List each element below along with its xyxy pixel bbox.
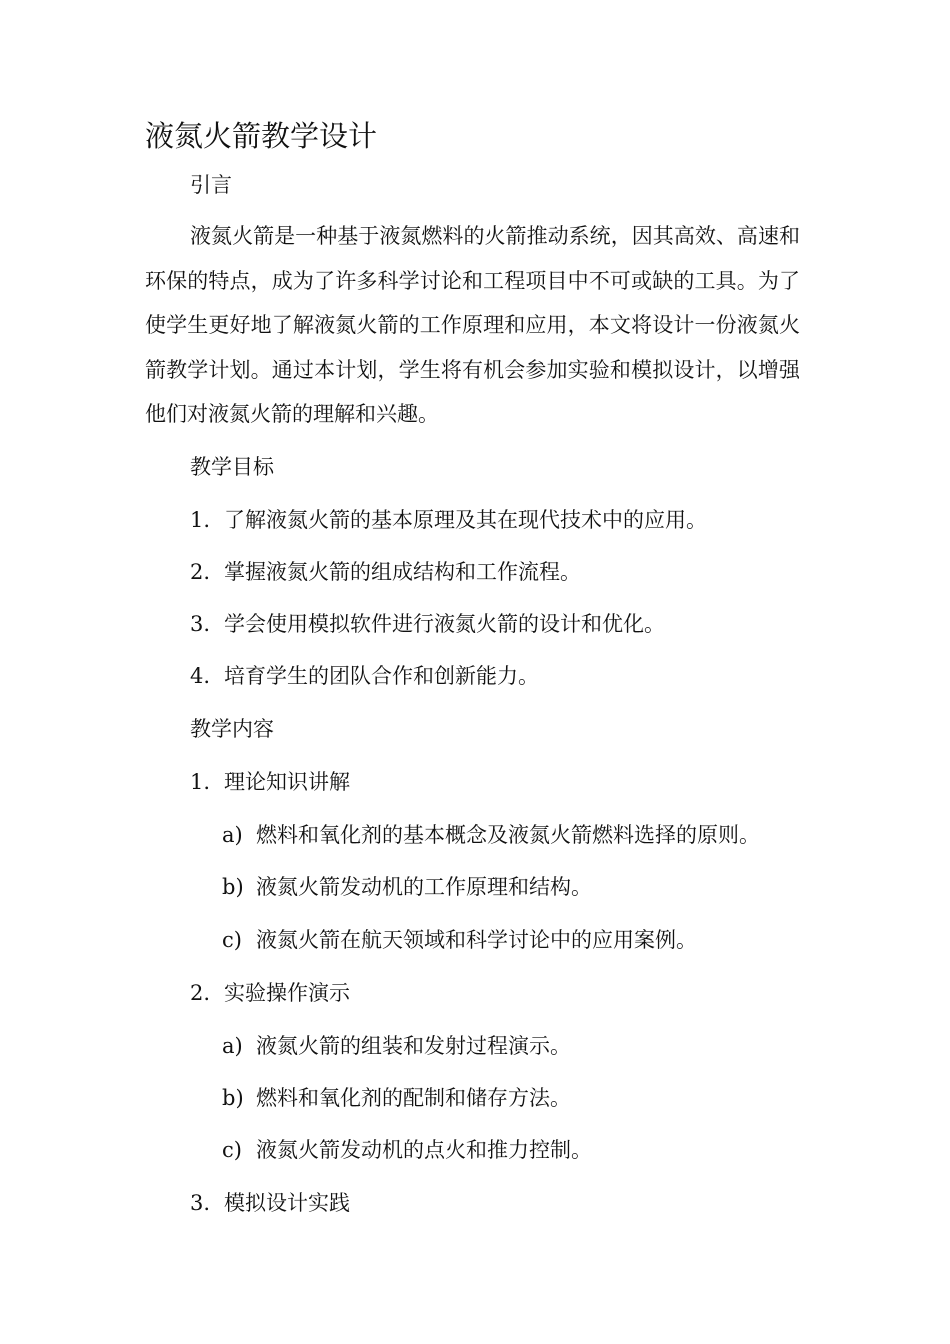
- intro-heading: 引言: [190, 173, 232, 197]
- content-subitem: [222, 925, 697, 955]
- objectives-heading: 教学目标: [190, 455, 274, 479]
- objective-item: [190, 505, 707, 535]
- objective-text: 培育学生的团队合作和创新能力。: [224, 664, 539, 688]
- objective-number: 2.: [190, 560, 211, 584]
- content-subitem: [222, 1135, 592, 1165]
- document-title: 液氮火箭教学设计: [145, 119, 378, 153]
- subitem-text: 液氮火箭在航天领域和科学讨论中的应用案例。: [256, 928, 697, 952]
- subitem-label: c): [222, 928, 242, 952]
- content-subitem: [222, 1031, 571, 1061]
- content-section: [190, 978, 350, 1008]
- section-number: 1.: [190, 770, 211, 794]
- content-heading: 教学内容: [190, 717, 274, 741]
- section-title: 理论知识讲解: [224, 770, 350, 794]
- objective-number: 4.: [190, 664, 211, 688]
- content-section: [190, 767, 350, 797]
- subitem-text: 液氮火箭发动机的点火和推力控制。: [256, 1138, 592, 1162]
- subitem-label: c): [222, 1138, 242, 1162]
- objective-item: [190, 661, 539, 691]
- objective-item: [190, 557, 581, 587]
- objective-number: 3.: [190, 612, 211, 636]
- subitem-text: 液氮火箭的组装和发射过程演示。: [256, 1034, 571, 1058]
- section-number: 3.: [190, 1191, 211, 1215]
- subitem-label: a): [222, 1034, 243, 1058]
- objective-text: 学会使用模拟软件进行液氮火箭的设计和优化。: [224, 612, 665, 636]
- subitem-label: b): [222, 875, 244, 899]
- objective-text: 掌握液氮火箭的组成结构和工作流程。: [224, 560, 581, 584]
- subitem-label: b): [222, 1086, 244, 1110]
- content-section: [190, 1188, 350, 1218]
- objective-text: 了解液氮火箭的基本原理及其在现代技术中的应用。: [224, 508, 707, 532]
- subitem-label: a): [222, 823, 243, 847]
- intro-paragraph: 液氮火箭是一种基于液氮燃料的火箭推动系统，因其高效、高速和环保的特点，成为了许多科学讨论和工程项目中不可或缺的工具。为了使学生更好地了解液氮火箭的工作原理和应用，本文将设计一份液氮火箭教学计划。通过本计划，学生将有机会参加实验和模拟设计，以增强他们对液氮火箭的理解和兴趣。: [145, 224, 800, 426]
- subitem-text: 液氮火箭发动机的工作原理和结构。: [256, 875, 592, 899]
- subitem-text: 燃料和氧化剂的配制和储存方法。: [256, 1086, 571, 1110]
- subitem-text: 燃料和氧化剂的基本概念及液氮火箭燃料选择的原则。: [256, 823, 760, 847]
- section-number: 2.: [190, 981, 211, 1005]
- content-subitem: [222, 1083, 571, 1113]
- section-title: 模拟设计实践: [224, 1191, 350, 1215]
- objective-item: [190, 609, 665, 639]
- content-subitem: [222, 872, 592, 902]
- section-title: 实验操作演示: [224, 981, 350, 1005]
- objective-number: 1.: [190, 508, 211, 532]
- content-subitem: [222, 820, 760, 850]
